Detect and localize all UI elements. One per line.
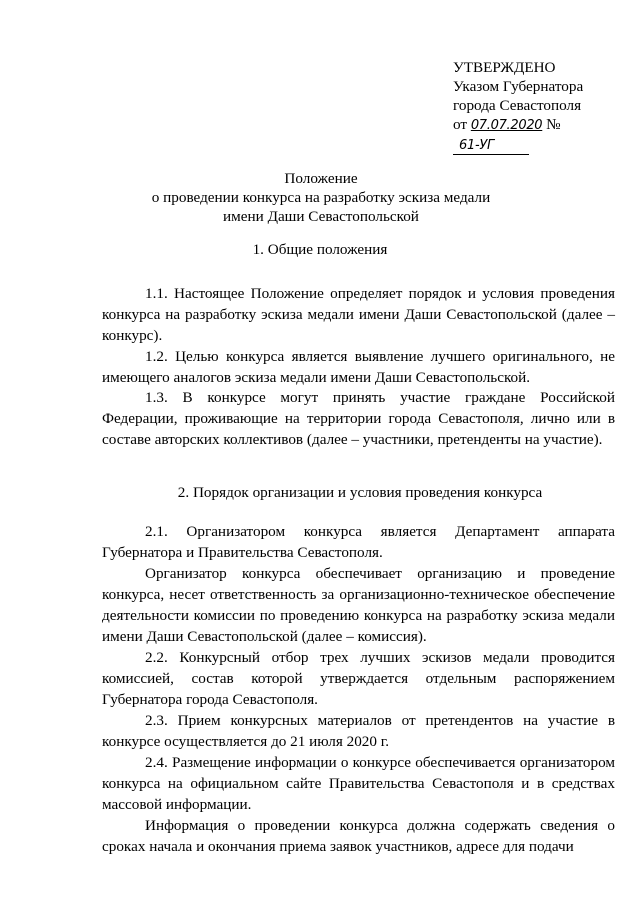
document-title: [106, 169, 536, 226]
title-line-1: Положение: [284, 170, 358, 187]
approval-city-line: города Севастополя: [453, 97, 582, 114]
approval-number-sign: №: [546, 116, 561, 133]
section-2-heading: 2. Порядок организации и условия проведения конкурса: [177, 484, 543, 501]
approval-heading: УТВЕРЖДЕНО: [453, 59, 556, 76]
approval-date-handwritten: 07.07.2020: [470, 118, 543, 133]
title-line-3: имени Даши Севастопольской: [223, 208, 419, 225]
approval-date-line: [453, 115, 623, 155]
approval-date-prefix: от: [453, 116, 468, 133]
paragraph-2-3: 2.3. Прием конкурсных материалов от претендентов на участие в конкурсе осуществляется до 21 июля 2020 г.: [102, 712, 615, 750]
approval-stamp: [453, 58, 623, 155]
paragraph-2-4-info: Информация о проведении конкурса должна содержать сведения о сроках начала и окончания приема заявок участников, адресе для подачи: [102, 817, 615, 855]
paragraph-2-4: 2.4. Размещение информации о конкурсе обеспечивается организатором конкурса на официальном сайте Правительства Севастополя и в средствах массовой информации.: [102, 754, 615, 813]
paragraph-1-2: 1.2. Целью конкурса является выявление лучшего оригинального, не имеющего аналогов эскиза медали имени Даши Севастопольской.: [102, 348, 615, 386]
paragraph-2-1: 2.1. Организатором конкурса является Департамент аппарата Губернатора и Правительства Севастополя.: [102, 523, 615, 561]
paragraph-1-1: 1.1. Настоящее Положение определяет порядок и условия проведения конкурса на разработку эскиза медали имени Даши Севастопольской (далее – конкурс).: [102, 285, 615, 344]
title-line-2: о проведении конкурса на разработку эскиза медали: [151, 189, 491, 206]
approval-decree-line: Указом Губернатора: [453, 78, 584, 95]
paragraph-2-1-organizer: Организатор конкурса обеспечивает организацию и проведение конкурса, несет ответственность за организационно-техническое обеспечение деятельности комиссии по проведению конкурса на разработку эскиза медали имени Даши Севастопольской (далее – комиссия).: [102, 565, 615, 645]
paragraph-2-2: 2.2. Конкурсный отбор трех лучших эскизов медали проводится комиссией, состав которой утверждается отдельным распоряжением Губернатора города Севастополя.: [102, 649, 615, 708]
approval-number-handwritten: 61-УГ: [453, 138, 529, 155]
section-1-heading: 1. Общие положения: [252, 241, 388, 258]
paragraph-1-3: 1.3. В конкурсе могут принять участие граждане Российской Федерации, проживающие на территории города Севастополя, лично или в составе авторских коллективов (далее – участники, претенденты на участие).: [102, 389, 615, 448]
